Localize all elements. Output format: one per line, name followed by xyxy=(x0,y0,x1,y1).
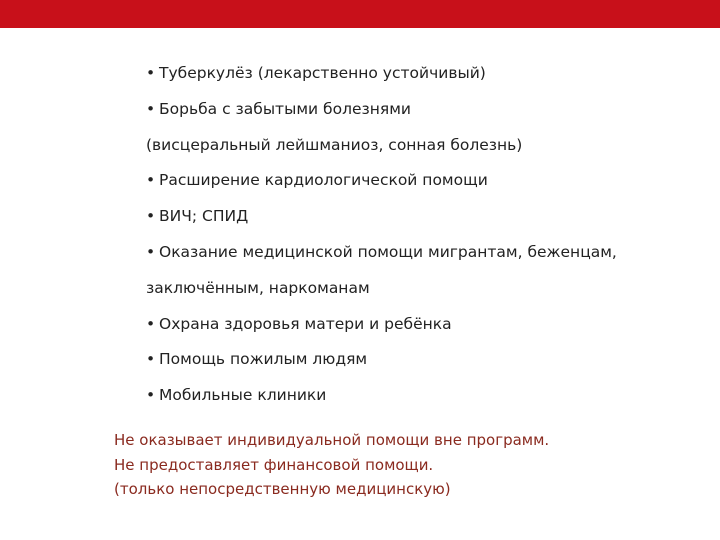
bullet-marker: • xyxy=(146,64,156,82)
list-item xyxy=(146,342,706,378)
bullet-marker: • xyxy=(146,350,156,369)
list-item-text: Охрана здоровья матери и ребёнка xyxy=(159,314,452,333)
note-line: (только непосредственную медицинскую) xyxy=(114,480,451,498)
list-item-text: ВИЧ; СПИД xyxy=(159,207,249,226)
list-item xyxy=(146,163,706,199)
list-item xyxy=(146,56,706,92)
list-item-text: Борьба с забытыми болезнями xyxy=(159,99,411,118)
list-item-continuation xyxy=(146,271,706,307)
list-item-text: Помощь пожилым людям xyxy=(159,350,368,369)
list-item-text: (висцеральный лейшманиоз, сонная болезнь) xyxy=(146,135,523,154)
list-item xyxy=(146,378,706,414)
list-item xyxy=(146,92,706,128)
bullet-marker: • xyxy=(146,171,156,190)
list-item-continuation xyxy=(146,128,706,164)
bullet-marker: • xyxy=(146,207,156,226)
list-item-text: Мобильные клиники xyxy=(159,386,327,405)
bullet-marker: • xyxy=(146,242,156,261)
list-item-text: Туберкулёз (лекарственно устойчивый) xyxy=(159,64,486,82)
list-item-text: Оказание медицинской помощи мигрантам, беженцам, xyxy=(159,242,617,261)
bullet-marker: • xyxy=(146,99,156,118)
note-block xyxy=(114,428,704,502)
note-line: Не оказывает индивидуальной помощи вне программ. xyxy=(114,431,550,449)
bullet-marker: • xyxy=(146,314,156,333)
note-line: Не предоставляет финансовой помощи. xyxy=(114,455,434,474)
list-item xyxy=(146,307,706,343)
bullet-list xyxy=(146,56,706,414)
list-item xyxy=(146,199,706,235)
list-item-text: Расширение кардиологической помощи xyxy=(159,171,488,190)
bullet-marker: • xyxy=(146,386,156,405)
list-item xyxy=(146,235,706,271)
list-item-text: заключённым, наркоманам xyxy=(146,278,370,297)
